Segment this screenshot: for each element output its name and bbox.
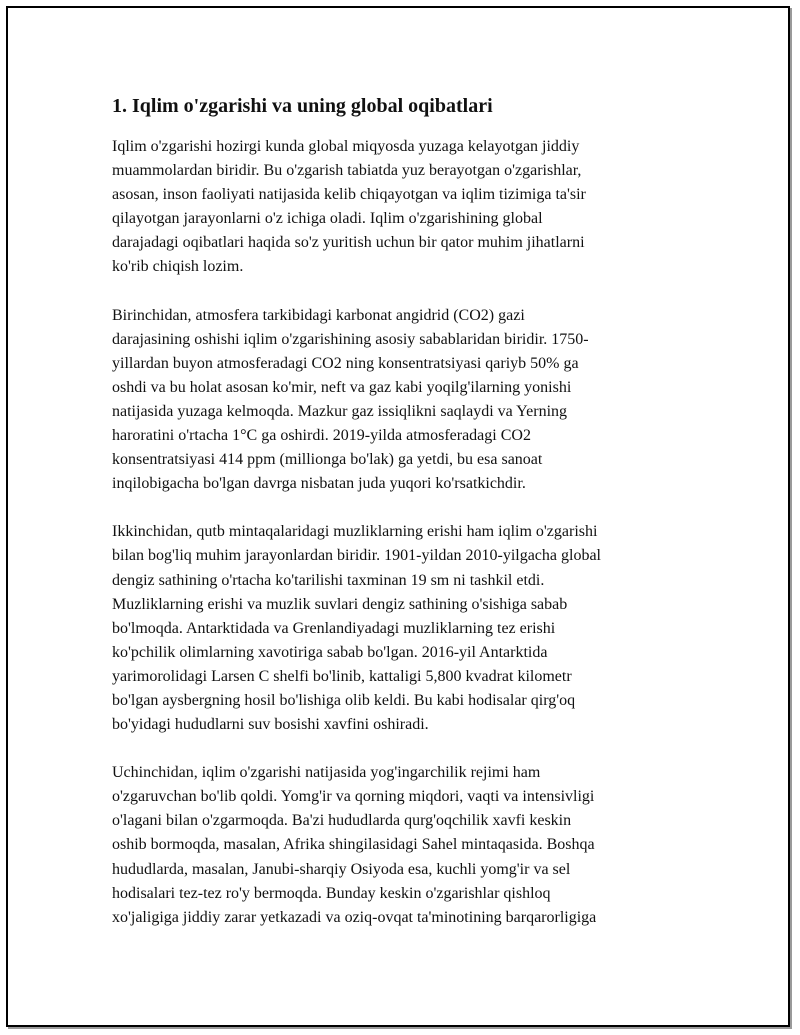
- paragraph-2: Birinchidan, atmosfera tarkibidagi karbonat angidrid (CO2) gazi darajasining oshishi iqlim o'zgarishining asosiy sabablaridan biridir. 1750- yillardan buyon atmosferadagi CO2 ning konsentratsiyasi qariyb 50% ga oshdi va bu holat asosan ko'mir, neft va gaz kabi yoqilg'ilarning yonishi natijasida yuzaga kelmoqda. Mazkur gaz issiqlikni saqlaydi va Yerning haroratini o'rtacha 1°C ga oshirdi. 2019-yilda atmosferadagi CO2 konsentratsiyasi 414 ppm (millionga bo'lak) ga yetdi, bu esa sanoat inqilobigacha bo'lgan davrga nisbatan juda yuqori ko'rsatkichdir.: [112, 306, 589, 493]
- document-body: [112, 84, 688, 954]
- section-heading: 1. Iqlim o'zgarishi va uning global oqibatlari: [112, 95, 493, 117]
- paragraph-1: Iqlim o'zgarishi hozirgi kunda global miqyosda yuzaga kelayotgan jiddiy muammolardan biridir. Bu o'zgarish tabiatda yuz berayotgan o'zgarishlar, asosan, inson faoliyati natijasida kelib chiqayotgan va iqlim tizimiga ta'sir qilayotgan jarayonlarni o'z ichiga oladi. Iqlim o'zgarishining global darajadagi oqibatlari haqida so'z yuritish uchun bir qator muhim jihatlarni ko'rib chiqish lozim.: [112, 138, 586, 276]
- paragraph-4: Uchinchidan, iqlim o'zgarishi natijasida yog'ingarchilik rejimi ham o'zgaruvchan bo'lib qoldi. Yomg'ir va qorning miqdori, vaqti va intensivligi o'lagani bilan o'zgarmoqda. Ba'zi hududlarda qurg'oqchilik xavfi keskin oshib bormoqda, masalan, Afrika shingilasidagi Sahel mintaqasida. Boshqa hududlarda, masalan, Janubi-sharqiy Osiyoda esa, kuchli yomg'ir va sel hodisalari tez-tez ro'y bermoqda. Bunday keskin o'zgarishlar qishloq xo'jaligiga jiddiy zarar yetkazadi va oziq-ovqat ta'minotining barqarorligiga: [112, 764, 597, 926]
- paragraph-3: Ikkinchidan, qutb mintaqalaridagi muzliklarning erishi ham iqlim o'zgarishi bilan bog'liq muhim jarayonlardan biridir. 1901-yildan 2010-yilgacha global dengiz sathining o'rtacha ko'tarilishi taxminan 19 sm ni tashkil etdi. Muzliklarning erishi va muzlik suvlari dengiz sathining o'sishiga sabab bo'lmoqda. Antarktidada va Grenlandiyadagi muzliklarning tez erishi ko'pchilik olimlarning xavotiriga sabab bo'lgan. 2016-yil Antarktida yarimorolidagi Larsen C shelfi bo'linib, kattaligi 5,800 kvadrat kilometr bo'lgan aysbergning hosil bo'lishiga olib keldi. Bu kabi hodisalar qirg'oq bo'yidagi hududlarni suv bosishi xavfini oshiradi.: [112, 523, 601, 734]
